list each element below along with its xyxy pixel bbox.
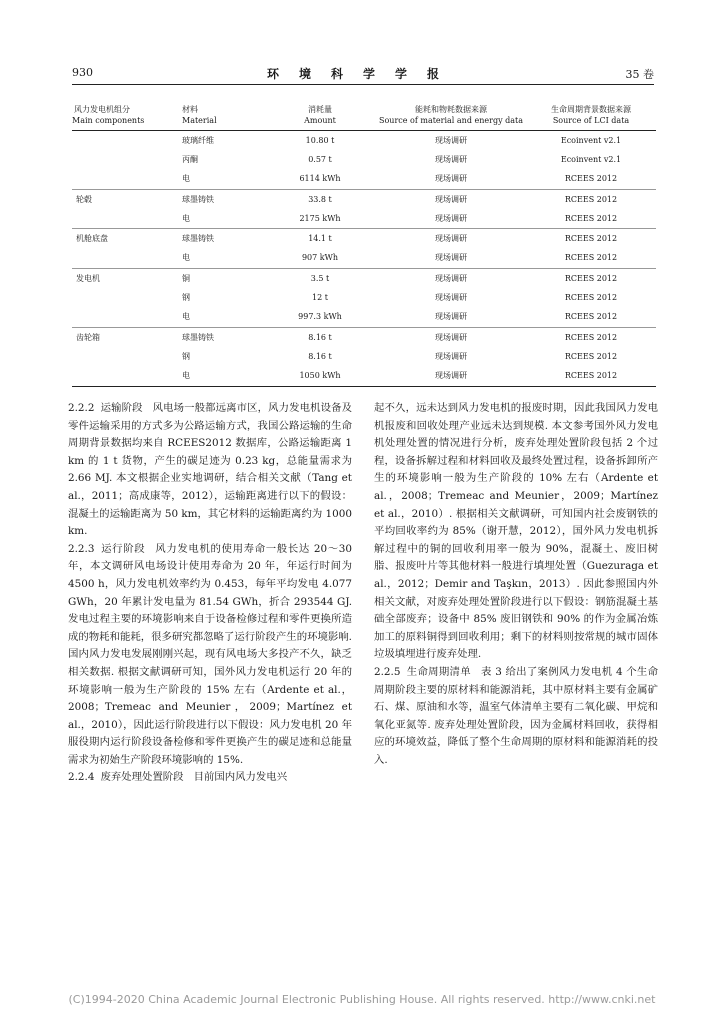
table-row — [72, 189, 656, 209]
col-header-source-en: Source of material and energy data — [376, 115, 526, 131]
paragraph — [374, 664, 658, 770]
cell-component: 发电机 — [72, 269, 182, 289]
table-row — [72, 170, 656, 190]
cell-lci: RCEES 2012 — [564, 351, 618, 361]
cell-amount: 1050 kWh — [264, 367, 376, 387]
cell-material: 玻璃纤维 — [182, 135, 214, 145]
cell-lci: RCEES 2012 — [526, 327, 656, 347]
cell-amount: 8.16 t — [308, 351, 332, 361]
cell-amount: 0.57 t — [308, 154, 332, 164]
cell-component — [72, 367, 182, 387]
section-number: 2.2.2 — [68, 402, 95, 414]
cell-component: 轮毂 — [72, 189, 182, 209]
section-title: 运输阶段 — [100, 402, 143, 414]
paragraph-text: 风电场一般都远离市区，风力发电机设备及零件运输采用的方式多为公路运输方式，我国公路运输的生命周期背景数据均来自 RCEES2012 数据库，公路运输距离 1 km 的 1 t 货物，产生的碳足迹为 0.23 kg，总能量需求为 2.66 MJ. 本文根据企业实地调研，结合相关文献（Tang et al.，2011；高成康等，2012），运输距离进行以下的假设：混凝土的运输距离为 50 km，其它材料的运输距离约为 1000 km. — [68, 402, 353, 538]
journal-title: 环境科学学报 — [266, 67, 459, 81]
table-row — [72, 367, 656, 387]
table-row — [72, 288, 656, 307]
table-row — [72, 131, 656, 151]
col-header-lci: 生命周期背景数据来源 — [551, 105, 631, 114]
table-row — [72, 347, 656, 366]
cell-lci: Ecoinvent v2.1 — [560, 135, 622, 145]
paragraph-text: 目前国内风力发电兴 — [193, 771, 288, 784]
cell-source: 现场调研 — [435, 213, 467, 223]
cell-amount: 2175 kWh — [299, 213, 341, 223]
paragraph — [68, 541, 352, 770]
section-title: 生命周期清单 — [406, 665, 471, 678]
col-header-material-en: Material — [182, 115, 264, 131]
paragraph-text: 起不久，远未达到风力发电机的报废时期，因此我国风力发电机报废和回收处理产业远未达到规模. 本文参考国外风力发电机处理处置的情况进行分析，废弃处理处置阶段包括 2 个过程，设备拆解过程和材料回收及最终处置过程，设备拆卸所产生的环境影响一般为生产阶段的 10% 左右（Ardente et al.，2008；Tremeac and Meunier，2009；Martínez et al.，2010）. 根据相关文献调研，可知国内社会废钢铁的平均回收率约为 85%（谢开慧，2012），国外风力发电机拆解过程中的铜的回收利用率一般为 90%，混凝土、废旧树脂、报废叶片等其他材料一般进行填埋处置（Guezuraga et al.，2012；Demir and Taşkın，2013）. 因此参照国内外相关文献，对废弃处理处置阶段进行以下假设：钢筋混凝土基础全部废弃；设备中 85% 废旧钢铁和 90% 的作为金属冶炼加工的原料铜得到回收利用；剩下的材料则按常规的城市固体垃圾填埋进行废弃处理. — [374, 402, 658, 661]
cell-source: 现场调研 — [376, 269, 526, 289]
col-header-lci-en: Source of LCI data — [526, 115, 656, 131]
table-row — [72, 150, 656, 169]
cell-lci: RCEES 2012 — [526, 229, 656, 249]
cell-component — [72, 308, 182, 328]
cell-amount: 10.80 t — [305, 135, 335, 145]
right-text-column — [374, 400, 658, 769]
cell-amount: 3.5 t — [264, 269, 376, 289]
cell-lci: RCEES 2012 — [564, 253, 618, 263]
cell-component — [72, 347, 182, 366]
cell-lci: RCEES 2012 — [564, 293, 618, 303]
cell-material: 电 — [182, 312, 190, 322]
cell-component — [72, 131, 182, 151]
table-row — [72, 327, 656, 347]
paragraph-text: 风力发电机的使用寿命一般长达 20～30 年，本文调研风电场设计使用寿命为 20 年，年运行时间为 4500 h，风力发电机效率约为 0.453，每年平均发电 4.077 GWh，20 年累计发电量为 81.54 GWh，折合 293544 GJ. 发电过程主要的环境影响来自于设备检修过程和零件更换所造成的物耗和能耗，很多研究都忽略了运行阶段产生的环境影响. 国内风力发电发展刚刚兴起，现有风电场大多投产不久，缺乏相关数据. 根据文献调研可知，国外风力发电机运行 20 年的环境影响一般为生产阶段的 15% 左右（Ardente et al.，2008；Tremeac and Meunier，2009；Martínez et al.，2010），因此运行阶段进行以下假设：风力发电机 20 年服役期内运行阶段设备检修和零件更换产生的碳足迹和总能量需求为初始生产阶段环境影响的 15%. — [68, 542, 353, 766]
table-row — [72, 209, 656, 229]
col-header-source: 能耗和物耗数据来源 — [415, 105, 487, 114]
cell-material: 球墨铸铁 — [182, 229, 264, 249]
cell-amount: 997.3 kWh — [298, 312, 342, 322]
cell-component: 齿轮箱 — [72, 327, 182, 347]
cell-component — [72, 249, 182, 269]
running-header — [72, 64, 654, 85]
paragraph — [374, 400, 658, 664]
section-title: 废弃处理处置阶段 — [100, 771, 184, 784]
copyright-footer: (C)1994-2020 China Academic Journal Electronic Publishing House. All rights reserved. http://www.cnki.net — [68, 993, 656, 1006]
volume-label: 35 卷 — [625, 68, 654, 81]
cell-amount: 6114 kWh — [299, 174, 341, 184]
cell-material: 铜 — [182, 269, 264, 289]
table-row — [72, 269, 656, 289]
cell-material: 电 — [182, 367, 264, 387]
table-header-en — [72, 115, 656, 131]
cell-material: 钢 — [182, 351, 190, 361]
cell-material: 电 — [182, 213, 190, 223]
page-number: 930 — [72, 66, 93, 79]
cell-lci: RCEES 2012 — [526, 367, 656, 387]
section-number: 2.2.4 — [68, 771, 95, 784]
cell-material: 电 — [182, 174, 190, 184]
col-header-material: 材料 — [182, 105, 198, 114]
cell-lci: RCEES 2012 — [526, 189, 656, 209]
cell-lci: RCEES 2012 — [564, 312, 618, 322]
cell-component: 机舱底盘 — [72, 229, 182, 249]
cell-source: 现场调研 — [435, 351, 467, 361]
cell-component — [72, 209, 182, 229]
cell-amount: 907 kWh — [301, 253, 339, 263]
table-header-cn — [72, 98, 656, 115]
lci-table — [72, 98, 656, 387]
cell-component — [72, 170, 182, 190]
cell-source: 现场调研 — [435, 174, 467, 184]
cell-source: 现场调研 — [435, 253, 467, 263]
col-header-components-en: Main components — [72, 115, 182, 131]
cell-source: 现场调研 — [376, 189, 526, 209]
cell-material: 钢 — [182, 293, 190, 303]
table-row — [72, 249, 656, 269]
cell-source: 现场调研 — [435, 293, 467, 303]
paragraph-text: 表 3 给出了案例风力发电机 4 个生命周期阶段主要的原材料和能源消耗，其中原材料主要有金属矿石、煤、原油和水等，温室气体清单主要有二氧化碳、甲烷和氧化亚氮等. 废弃处理处置阶段，因为金属材料回收，获得相应的环境效益，降低了整个生命周期的原材料和能源消耗的投入. — [374, 665, 659, 766]
cell-source: 现场调研 — [435, 135, 467, 145]
section-title: 运行阶段 — [100, 542, 146, 555]
table-row — [72, 229, 656, 249]
paragraph — [68, 769, 352, 787]
cell-source: 现场调研 — [376, 367, 526, 387]
cell-component — [72, 288, 182, 307]
cell-material: 球墨铸铁 — [182, 189, 264, 209]
cell-material: 球墨铸铁 — [182, 327, 264, 347]
cell-source: 现场调研 — [435, 312, 467, 322]
section-number: 2.2.5 — [374, 665, 401, 678]
cell-amount: 12 t — [312, 293, 328, 303]
cell-material: 丙酮 — [182, 154, 198, 164]
cell-component — [72, 150, 182, 169]
cell-source: 现场调研 — [376, 327, 526, 347]
cell-source: 现场调研 — [376, 229, 526, 249]
col-header-components: 风力发电机组分 — [74, 105, 130, 114]
col-header-amount: 消耗量 — [308, 105, 332, 114]
col-header-amount-en: Amount — [264, 115, 376, 131]
cell-material: 电 — [182, 253, 190, 263]
table-row — [72, 308, 656, 328]
cell-lci: RCEES 2012 — [564, 213, 618, 223]
cell-amount: 14.1 t — [264, 229, 376, 249]
cell-source: 现场调研 — [435, 154, 467, 164]
cell-amount: 8.16 t — [264, 327, 376, 347]
cell-amount: 33.8 t — [264, 189, 376, 209]
cell-lci: RCEES 2012 — [526, 269, 656, 289]
paragraph — [68, 400, 352, 541]
section-number: 2.2.3 — [68, 542, 95, 555]
cell-lci: RCEES 2012 — [564, 174, 618, 184]
left-text-column — [68, 400, 352, 787]
cell-lci: Ecoinvent v2.1 — [560, 154, 622, 164]
